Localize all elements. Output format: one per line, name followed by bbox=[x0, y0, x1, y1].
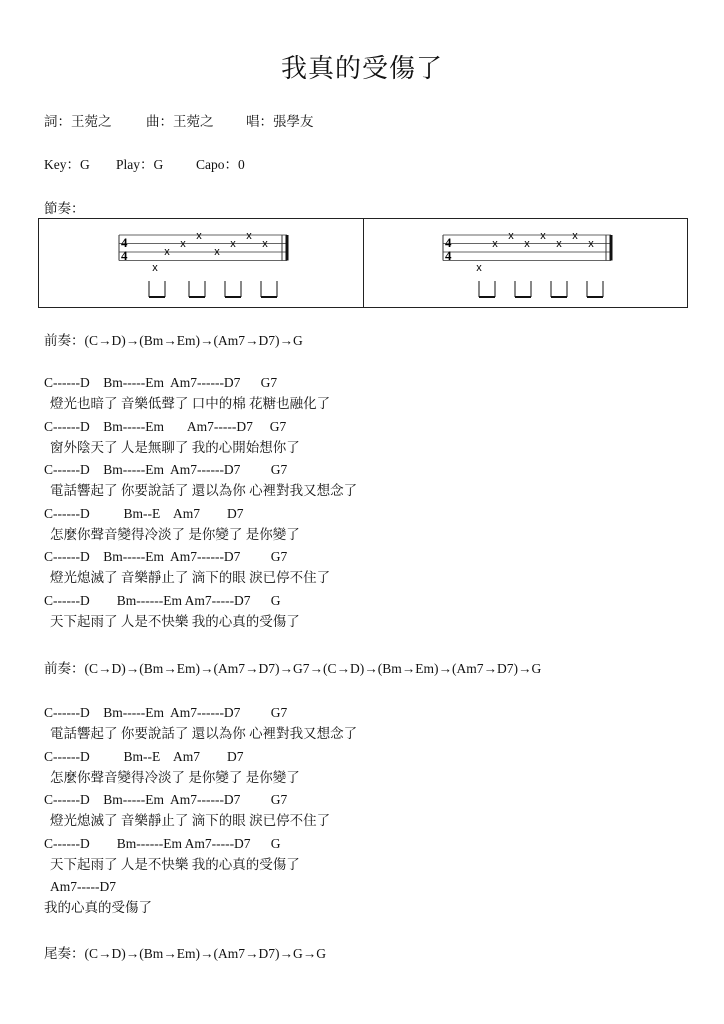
time-signature-bottom: 4 bbox=[121, 248, 128, 263]
strum-mark: x bbox=[492, 238, 498, 250]
lyricist-credit: 詞：王菀之 bbox=[44, 114, 112, 129]
strum-mark: x bbox=[246, 230, 252, 242]
strum-mark: x bbox=[230, 238, 236, 250]
strum-mark: x bbox=[524, 238, 530, 250]
lyric-line: 電話響起了 你要說話了 還以為你 心裡對我又想念了 bbox=[50, 483, 358, 498]
strum-mark: x bbox=[572, 230, 578, 242]
intro-progression: 前奏：(C→D)→(Bm→Em)→(Am7→D7)→G bbox=[44, 333, 303, 348]
time-signature-bottom: 4 bbox=[445, 248, 452, 263]
lyric-line: 天下起雨了 人是不快樂 我的心真的受傷了 bbox=[50, 856, 300, 872]
lyric-line: 我的心真的受傷了 bbox=[44, 900, 152, 915]
time-signature-top: 4 bbox=[445, 235, 452, 250]
strum-mark: x bbox=[152, 262, 158, 274]
strum-mark: x bbox=[588, 238, 594, 250]
chord-line: C------D Bm--E Am7 D7 bbox=[44, 748, 244, 764]
lyric-line: 怎麼你聲音變得冷淡了 是你變了 是你變了 bbox=[50, 526, 300, 542]
chord-line: C------D Bm-----Em Am7-----D7 G7 bbox=[44, 418, 287, 434]
interlude-progression: 前奏：(C→D)→(Bm→Em)→(Am7→D7)→G7→(C→D)→(Bm→Em)→(Am7→D7)→G bbox=[44, 661, 542, 676]
lyric-line: 窗外陰天了 人是無聊了 我的心開始想你了 bbox=[50, 439, 300, 455]
strum-mark: x bbox=[196, 230, 202, 242]
chord-line: C------D Bm-----Em Am7------D7 G7 bbox=[44, 462, 288, 477]
lyric-line: 燈光熄滅了 音樂靜止了 滴下的眼 淚已停不住了 bbox=[50, 570, 331, 585]
lyric-line: 天下起雨了 人是不快樂 我的心真的受傷了 bbox=[50, 613, 300, 629]
composer-credit: 曲：王菀之 bbox=[146, 114, 214, 129]
chord-line: C------D Bm--E Am7 D7 bbox=[44, 505, 244, 521]
chord-line: C------D Bm-----Em Am7------D7 G7 bbox=[44, 792, 288, 807]
chord-line: Am7-----D7 bbox=[44, 879, 116, 894]
capo-label: Capo：0 bbox=[196, 157, 245, 172]
lyric-line: 燈光也暗了 音樂低聲了 口中的棉 花糖也融化了 bbox=[50, 396, 331, 411]
rhythm-label: 節奏： bbox=[44, 201, 85, 216]
key-label: Key：G bbox=[44, 157, 90, 172]
lyric-line: 燈光熄滅了 音樂靜止了 滴下的眼 淚已停不住了 bbox=[50, 813, 331, 828]
outro-progression: 尾奏：(C→D)→(Bm→Em)→(Am7→D7)→G→G bbox=[44, 946, 326, 961]
rhythm-notation bbox=[39, 219, 687, 307]
strum-mark: x bbox=[556, 238, 562, 250]
strum-mark: x bbox=[164, 246, 170, 258]
song-title: 我真的受傷了 bbox=[280, 54, 443, 83]
play-key-label: Play：G bbox=[116, 157, 164, 172]
strum-mark: x bbox=[508, 230, 514, 242]
rhythm-pattern-box bbox=[38, 218, 688, 308]
chord-line: C------D Bm------Em Am7-----D7 G bbox=[44, 592, 281, 608]
strum-mark: x bbox=[476, 262, 482, 274]
strum-mark: x bbox=[540, 230, 546, 242]
strum-mark: x bbox=[262, 238, 268, 250]
lyric-line: 電話響起了 你要說話了 還以為你 心裡對我又想念了 bbox=[50, 726, 358, 741]
chord-line: C------D Bm-----Em Am7------D7 G7 bbox=[44, 375, 278, 390]
strum-mark: x bbox=[214, 246, 220, 258]
chord-line: C------D Bm-----Em Am7------D7 G7 bbox=[44, 549, 288, 564]
chord-line: C------D Bm------Em Am7-----D7 G bbox=[44, 835, 281, 851]
time-signature-top: 4 bbox=[121, 235, 128, 250]
chord-line: C------D Bm-----Em Am7------D7 G7 bbox=[44, 705, 288, 720]
lyric-line: 怎麼你聲音變得冷淡了 是你變了 是你變了 bbox=[50, 769, 300, 785]
strum-mark: x bbox=[180, 238, 186, 250]
singer-credit: 唱：張學友 bbox=[246, 114, 314, 129]
